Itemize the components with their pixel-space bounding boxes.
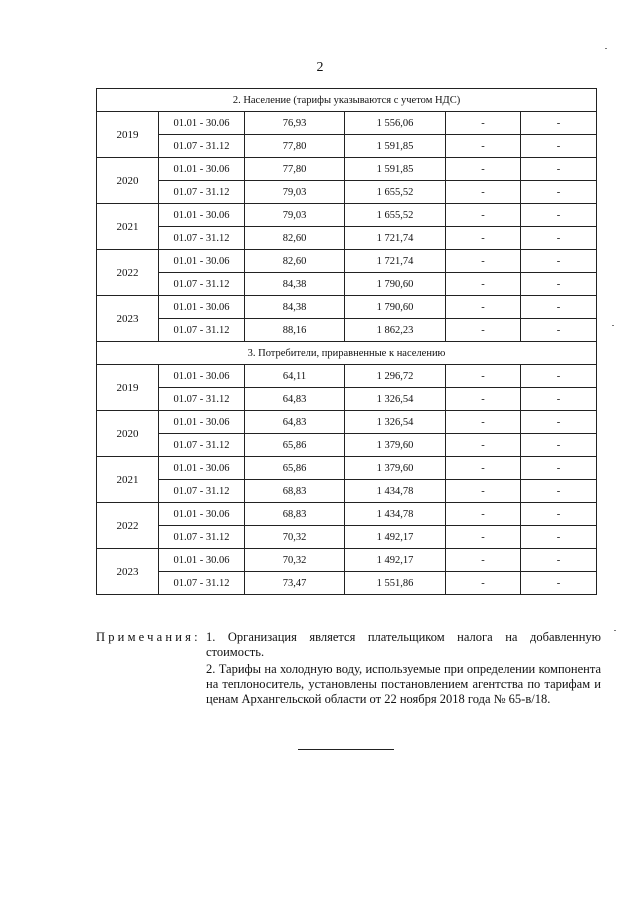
tariff-value-2: 1 379,60	[345, 434, 446, 457]
tariff-value-2: 1 492,17	[345, 526, 446, 549]
tariff-value-1: 77,80	[245, 135, 345, 158]
tariff-value-4: -	[521, 480, 597, 503]
section-header-row	[97, 89, 597, 112]
period-cell: 01.07 - 31.12	[159, 388, 245, 411]
tariff-value-2: 1 862,23	[345, 319, 446, 342]
tariff-value-4: -	[521, 319, 597, 342]
tariff-value-3: -	[446, 158, 521, 181]
tariff-value-4: -	[521, 411, 597, 434]
tariff-value-3: -	[446, 227, 521, 250]
tariff-value-4: -	[521, 158, 597, 181]
period-cell: 01.01 - 30.06	[159, 204, 245, 227]
table-row	[97, 158, 597, 181]
tariff-value-3: -	[446, 549, 521, 572]
tariff-value-1: 77,80	[245, 158, 345, 181]
section-header-row	[97, 342, 597, 365]
tariff-value-2: 1 790,60	[345, 296, 446, 319]
table-row	[97, 227, 597, 250]
tariff-value-1: 64,83	[245, 388, 345, 411]
tariff-value-3: -	[446, 480, 521, 503]
tariff-value-4: -	[521, 572, 597, 595]
tariff-value-1: 79,03	[245, 181, 345, 204]
tariff-value-2: 1 434,78	[345, 480, 446, 503]
table-row	[97, 572, 597, 595]
tariff-value-1: 76,93	[245, 112, 345, 135]
table-row	[97, 250, 597, 273]
tariff-value-1: 65,86	[245, 457, 345, 480]
tariff-value-2: 1 721,74	[345, 250, 446, 273]
tariff-value-4: -	[521, 250, 597, 273]
table-row	[97, 549, 597, 572]
period-cell: 01.07 - 31.12	[159, 526, 245, 549]
tariff-value-4: -	[521, 388, 597, 411]
tariff-value-1: 70,32	[245, 526, 345, 549]
period-cell: 01.01 - 30.06	[159, 112, 245, 135]
tariff-value-3: -	[446, 112, 521, 135]
tariff-value-2: 1 379,60	[345, 457, 446, 480]
tariff-table	[96, 88, 597, 595]
table-row	[97, 480, 597, 503]
period-cell: 01.01 - 30.06	[159, 158, 245, 181]
year-cell: 2021	[97, 204, 159, 250]
tariff-value-2: 1 326,54	[345, 388, 446, 411]
tariff-value-3: -	[446, 181, 521, 204]
year-cell: 2023	[97, 296, 159, 342]
tariff-value-3: -	[446, 273, 521, 296]
tariff-value-3: -	[446, 572, 521, 595]
table-row	[97, 319, 597, 342]
tariff-value-2: 1 326,54	[345, 411, 446, 434]
tariff-value-1: 79,03	[245, 204, 345, 227]
table-row	[97, 112, 597, 135]
section-title: 2. Население (тарифы указываются с учетом НДС)	[97, 89, 597, 112]
period-cell: 01.07 - 31.12	[159, 227, 245, 250]
tariff-value-1: 84,38	[245, 296, 345, 319]
tariff-value-1: 64,11	[245, 365, 345, 388]
table-row	[97, 503, 597, 526]
table-row	[97, 365, 597, 388]
tariff-value-3: -	[446, 503, 521, 526]
period-cell: 01.01 - 30.06	[159, 250, 245, 273]
tariff-value-4: -	[521, 135, 597, 158]
table-row	[97, 296, 597, 319]
period-cell: 01.07 - 31.12	[159, 181, 245, 204]
tariff-value-4: -	[521, 434, 597, 457]
tariff-value-4: -	[521, 273, 597, 296]
tariff-value-1: 64,83	[245, 411, 345, 434]
scan-speck	[605, 48, 607, 49]
tariff-value-1: 73,47	[245, 572, 345, 595]
notes-label: Примечания:	[96, 630, 201, 644]
period-cell: 01.01 - 30.06	[159, 296, 245, 319]
table-row	[97, 204, 597, 227]
period-cell: 01.07 - 31.12	[159, 319, 245, 342]
tariff-value-2: 1 492,17	[345, 549, 446, 572]
tariff-value-4: -	[521, 503, 597, 526]
table-row	[97, 388, 597, 411]
table-row	[97, 181, 597, 204]
tariff-value-2: 1 591,85	[345, 135, 446, 158]
tariff-value-4: -	[521, 296, 597, 319]
tariff-value-3: -	[446, 250, 521, 273]
year-cell: 2022	[97, 250, 159, 296]
note-2: 2. Тарифы на холодную воду, используемые при определении компонента на теплоноситель, установлены постановлением агентства по тарифам и ценам Архангельской области от 22 ноября 2018 года № 65-в/18.	[206, 662, 601, 706]
tariff-value-2: 1 655,52	[345, 204, 446, 227]
period-cell: 01.01 - 30.06	[159, 549, 245, 572]
period-cell: 01.07 - 31.12	[159, 273, 245, 296]
table-row	[97, 411, 597, 434]
tariff-value-4: -	[521, 227, 597, 250]
tariff-value-1: 68,83	[245, 503, 345, 526]
tariff-value-4: -	[521, 457, 597, 480]
tariff-value-1: 65,86	[245, 434, 345, 457]
tariff-value-3: -	[446, 388, 521, 411]
period-cell: 01.01 - 30.06	[159, 457, 245, 480]
tariff-value-3: -	[446, 135, 521, 158]
scan-speck	[612, 325, 614, 326]
year-cell: 2020	[97, 411, 159, 457]
tariff-value-1: 82,60	[245, 250, 345, 273]
note-1: 1. Организация является плательщиком налога на добавленную стоимость.	[206, 630, 601, 659]
tariff-value-2: 1 551,86	[345, 572, 446, 595]
year-cell: 2020	[97, 158, 159, 204]
tariff-value-2: 1 434,78	[345, 503, 446, 526]
tariff-value-4: -	[521, 549, 597, 572]
tariff-value-3: -	[446, 457, 521, 480]
table-row	[97, 457, 597, 480]
year-cell: 2022	[97, 503, 159, 549]
tariff-value-4: -	[521, 181, 597, 204]
tariff-value-3: -	[446, 204, 521, 227]
notes-body	[206, 630, 601, 709]
period-cell: 01.07 - 31.12	[159, 434, 245, 457]
tariff-value-3: -	[446, 296, 521, 319]
tariff-value-1: 84,38	[245, 273, 345, 296]
tariff-value-2: 1 296,72	[345, 365, 446, 388]
section-title: 3. Потребители, приравненные к населению	[97, 342, 597, 365]
year-cell: 2023	[97, 549, 159, 595]
tariff-value-3: -	[446, 526, 521, 549]
year-cell: 2019	[97, 112, 159, 158]
tariff-value-4: -	[521, 112, 597, 135]
tariff-value-3: -	[446, 319, 521, 342]
period-cell: 01.01 - 30.06	[159, 503, 245, 526]
period-cell: 01.07 - 31.12	[159, 135, 245, 158]
table-row	[97, 434, 597, 457]
year-cell: 2021	[97, 457, 159, 503]
table-row	[97, 135, 597, 158]
tariff-value-1: 82,60	[245, 227, 345, 250]
table-row	[97, 526, 597, 549]
tariff-value-4: -	[521, 526, 597, 549]
period-cell: 01.07 - 31.12	[159, 572, 245, 595]
tariff-value-2: 1 556,06	[345, 112, 446, 135]
tariff-value-3: -	[446, 434, 521, 457]
tariff-value-2: 1 721,74	[345, 227, 446, 250]
tariff-value-1: 88,16	[245, 319, 345, 342]
tariff-value-2: 1 790,60	[345, 273, 446, 296]
table-row	[97, 273, 597, 296]
tariff-value-3: -	[446, 365, 521, 388]
tariff-value-2: 1 591,85	[345, 158, 446, 181]
scan-speck	[614, 630, 616, 631]
period-cell: 01.01 - 30.06	[159, 411, 245, 434]
closing-rule	[298, 749, 394, 750]
tariff-value-3: -	[446, 411, 521, 434]
tariff-value-1: 68,83	[245, 480, 345, 503]
year-cell: 2019	[97, 365, 159, 411]
tariff-value-4: -	[521, 365, 597, 388]
tariff-value-4: -	[521, 204, 597, 227]
page-number: 2	[316, 60, 324, 75]
period-cell: 01.01 - 30.06	[159, 365, 245, 388]
tariff-value-2: 1 655,52	[345, 181, 446, 204]
tariff-value-1: 70,32	[245, 549, 345, 572]
period-cell: 01.07 - 31.12	[159, 480, 245, 503]
